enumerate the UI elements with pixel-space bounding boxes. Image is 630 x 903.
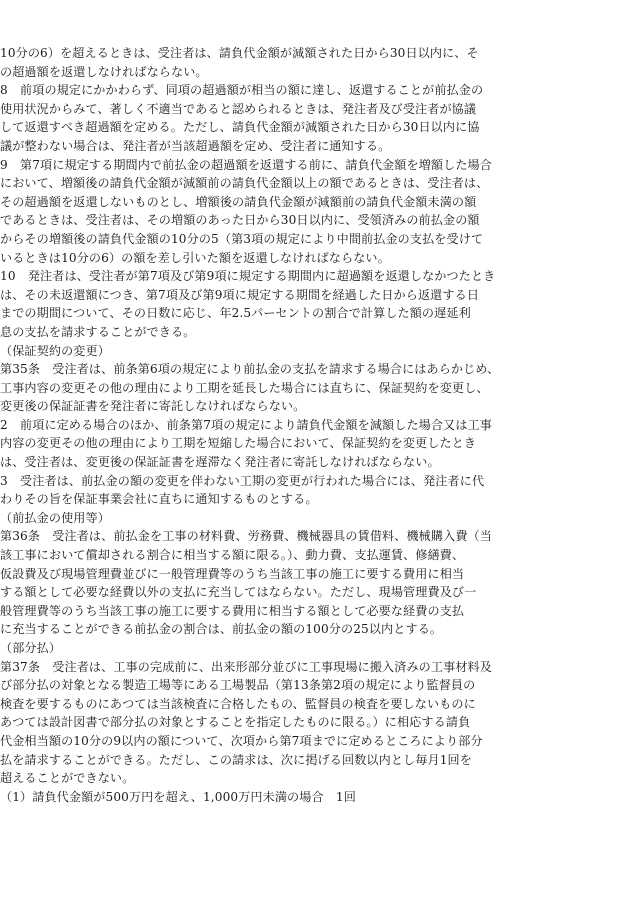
text-line-content: に充当することができる前払金の割合は、前払金の額の100分の25以内とする。	[0, 622, 443, 637]
text-line	[0, 44, 630, 63]
text-line-content: 該工事において償却される割合に相当する額に限る。）、動力費、支払運賃、修繕費、	[0, 548, 465, 563]
text-line-content: する額として必要な経費以外の支払に充当してはならない。ただし、現場管理費及び一	[0, 585, 477, 600]
text-line	[0, 602, 630, 621]
text-line-content: して返還すべき超過額を定める。ただし、請負代金額が減額された日から30日以内に協	[0, 120, 480, 135]
text-line	[0, 137, 630, 156]
text-line-content: 超えることができない。	[0, 771, 135, 786]
text-line-content: 第37条 受注者は、工事の完成前に、出来形部分並びに工事現場に搬入済みの工事材料及	[0, 659, 492, 674]
text-line	[0, 193, 630, 212]
text-line-content: （前払金の使用等）	[0, 510, 110, 525]
text-line	[0, 342, 630, 361]
text-line	[0, 472, 630, 491]
text-line-content: わりその旨を保証事業会社に直ちに通知するものとする。	[0, 492, 318, 507]
text-line	[0, 676, 630, 695]
text-line-content: 検査を要するものにあつては当該検査に合格したもの、監督員の検査を要しないものに	[0, 696, 476, 711]
text-line	[0, 249, 630, 268]
text-line-content: 10 発注者は、受注者が第7項及び第9項に規定する期間内に超過額を返還しなかつたとき	[0, 269, 496, 284]
text-line	[0, 527, 630, 546]
text-line-content: において、増額後の請負代金額が減額前の請負代金額以上の額であるときは、受注者は、	[0, 176, 489, 191]
text-line	[0, 769, 630, 788]
text-line	[0, 434, 630, 453]
text-line	[0, 788, 630, 807]
text-line-content: 使用状況からみて、著しく不適当であると認められるときは、発注者及び受注者が協議	[0, 101, 477, 116]
text-line	[0, 620, 630, 639]
text-line	[0, 751, 630, 770]
text-line	[0, 639, 630, 658]
text-line	[0, 211, 630, 230]
text-line	[0, 732, 630, 751]
text-line	[0, 323, 630, 342]
text-line	[0, 695, 630, 714]
text-line	[0, 286, 630, 305]
text-line	[0, 453, 630, 472]
text-line-content: であるときは、受注者は、その増額のあった日から30日以内に、受領済みの前払金の額	[0, 213, 480, 228]
text-line	[0, 416, 630, 435]
text-line-content: は、受注者は、変更後の保証証書を遅滞なく発注者に寄託しなければならない。	[0, 455, 440, 470]
text-line-content: は、その未返還額につき、第7項及び第9項に規定する期間を経過した日から返還する日	[0, 287, 480, 302]
text-line	[0, 490, 630, 509]
text-line	[0, 230, 630, 249]
text-line	[0, 509, 630, 528]
text-line-content: 工事内容の変更その他の理由により工期を延長した場合には直ちに、保証契約を変更し、	[0, 380, 489, 395]
text-line	[0, 713, 630, 732]
text-line	[0, 379, 630, 398]
text-line	[0, 397, 630, 416]
text-line	[0, 360, 630, 379]
text-line-content: び部分払の対象となる製造工場等にある工場製品（第13条第2項の規定により監督員の	[0, 678, 476, 693]
text-line	[0, 118, 630, 137]
text-line-content: 第35条 受注者は、前条第6項の規定により前払金の支払を請求する場合にはあらかじめ、	[0, 362, 500, 377]
text-line-content: 8 前項の規定にかかわらず、同項の超過額が相当の額に達し、返還することが前払金の	[0, 83, 484, 98]
text-line-content: 仮設費及び現場管理費並びに一般管理費等のうち当該工事の施工に要する費用に相当	[0, 566, 465, 581]
text-line-content: からその増額後の請負代金額の10分の5（第3項の規定により中間前払金の支払を受けて	[0, 231, 484, 246]
text-line	[0, 267, 630, 286]
text-line-content: 変更後の保証証書を発注者に寄託しなければならない。	[0, 399, 306, 414]
text-line	[0, 174, 630, 193]
text-line	[0, 81, 630, 100]
text-line-content: 般管理費等のうち当該工事の施工に要する費用に相当する額として必要な経費の支払	[0, 603, 465, 618]
text-line-content: 3 受注者は、前払金の額の変更を伴わない工期の変更が行われた場合には、発注者に代	[0, 473, 485, 488]
text-line	[0, 63, 630, 82]
text-line	[0, 304, 630, 323]
text-line-content: 議が整わない場合は、発注者が当該超過額を定め、受注者に通知する。	[0, 138, 391, 153]
document-body	[0, 44, 630, 806]
text-line-content: 内容の変更その他の理由により工期を短縮した場合において、保証契約を変更したとき	[0, 436, 477, 451]
text-line-content: その超過額を返還しないものとし、増額後の請負代金額が減額前の請負代金額未満の額	[0, 194, 477, 209]
text-line-content: 第36条 受注者は、前払金を工事の材料費、労務費、機械器具の賃借料、機械購入費（当	[0, 529, 492, 544]
text-line-content: （保証契約の変更）	[0, 343, 110, 358]
text-line-content: 代金相当額の10分の9以内の額について、次項から第7項までに定めるところにより部分	[0, 733, 483, 748]
text-line-content: （部分払）	[0, 641, 62, 655]
text-line	[0, 546, 630, 565]
text-line	[0, 156, 630, 175]
text-line-content: 2 前項に定める場合のほか、前条第7項の規定により請負代金額を減額した場合又は工事	[0, 417, 492, 432]
text-line	[0, 100, 630, 119]
text-line-content: までの期間について、その日数に応じ、年2.5パーセントの割合で計算した額の遅延利	[0, 306, 471, 321]
text-line-content: 10分の6）を超えるときは、受注者は、請負代金額が減額された日から30日以内に、そ	[0, 46, 479, 60]
text-line-content: の超過額を返還しなければならない。	[0, 64, 208, 79]
text-line	[0, 583, 630, 602]
text-line-content: 息の支払を請求することができる。	[0, 324, 196, 339]
text-line-content: 払を請求することができる。ただし、この請求は、次に掲げる回数以内とし毎月1回を	[0, 752, 472, 767]
text-line-content: 9 第7項に規定する期間内で前払金の超過額を返還する前に、請負代金額を増額した場合	[0, 157, 492, 172]
text-line	[0, 565, 630, 584]
text-line	[0, 658, 630, 677]
text-line-content: あつては設計図書で部分払の対象とすることを指定したものに限る。）に相応する請負	[0, 715, 471, 730]
text-line-content: いるときは10分の6）の額を差し引いた額を返還しなければならない。	[0, 250, 390, 265]
text-line-content: （1）請負代金額が500万円を超え、1,000万円未満の場合 1回	[0, 789, 356, 804]
